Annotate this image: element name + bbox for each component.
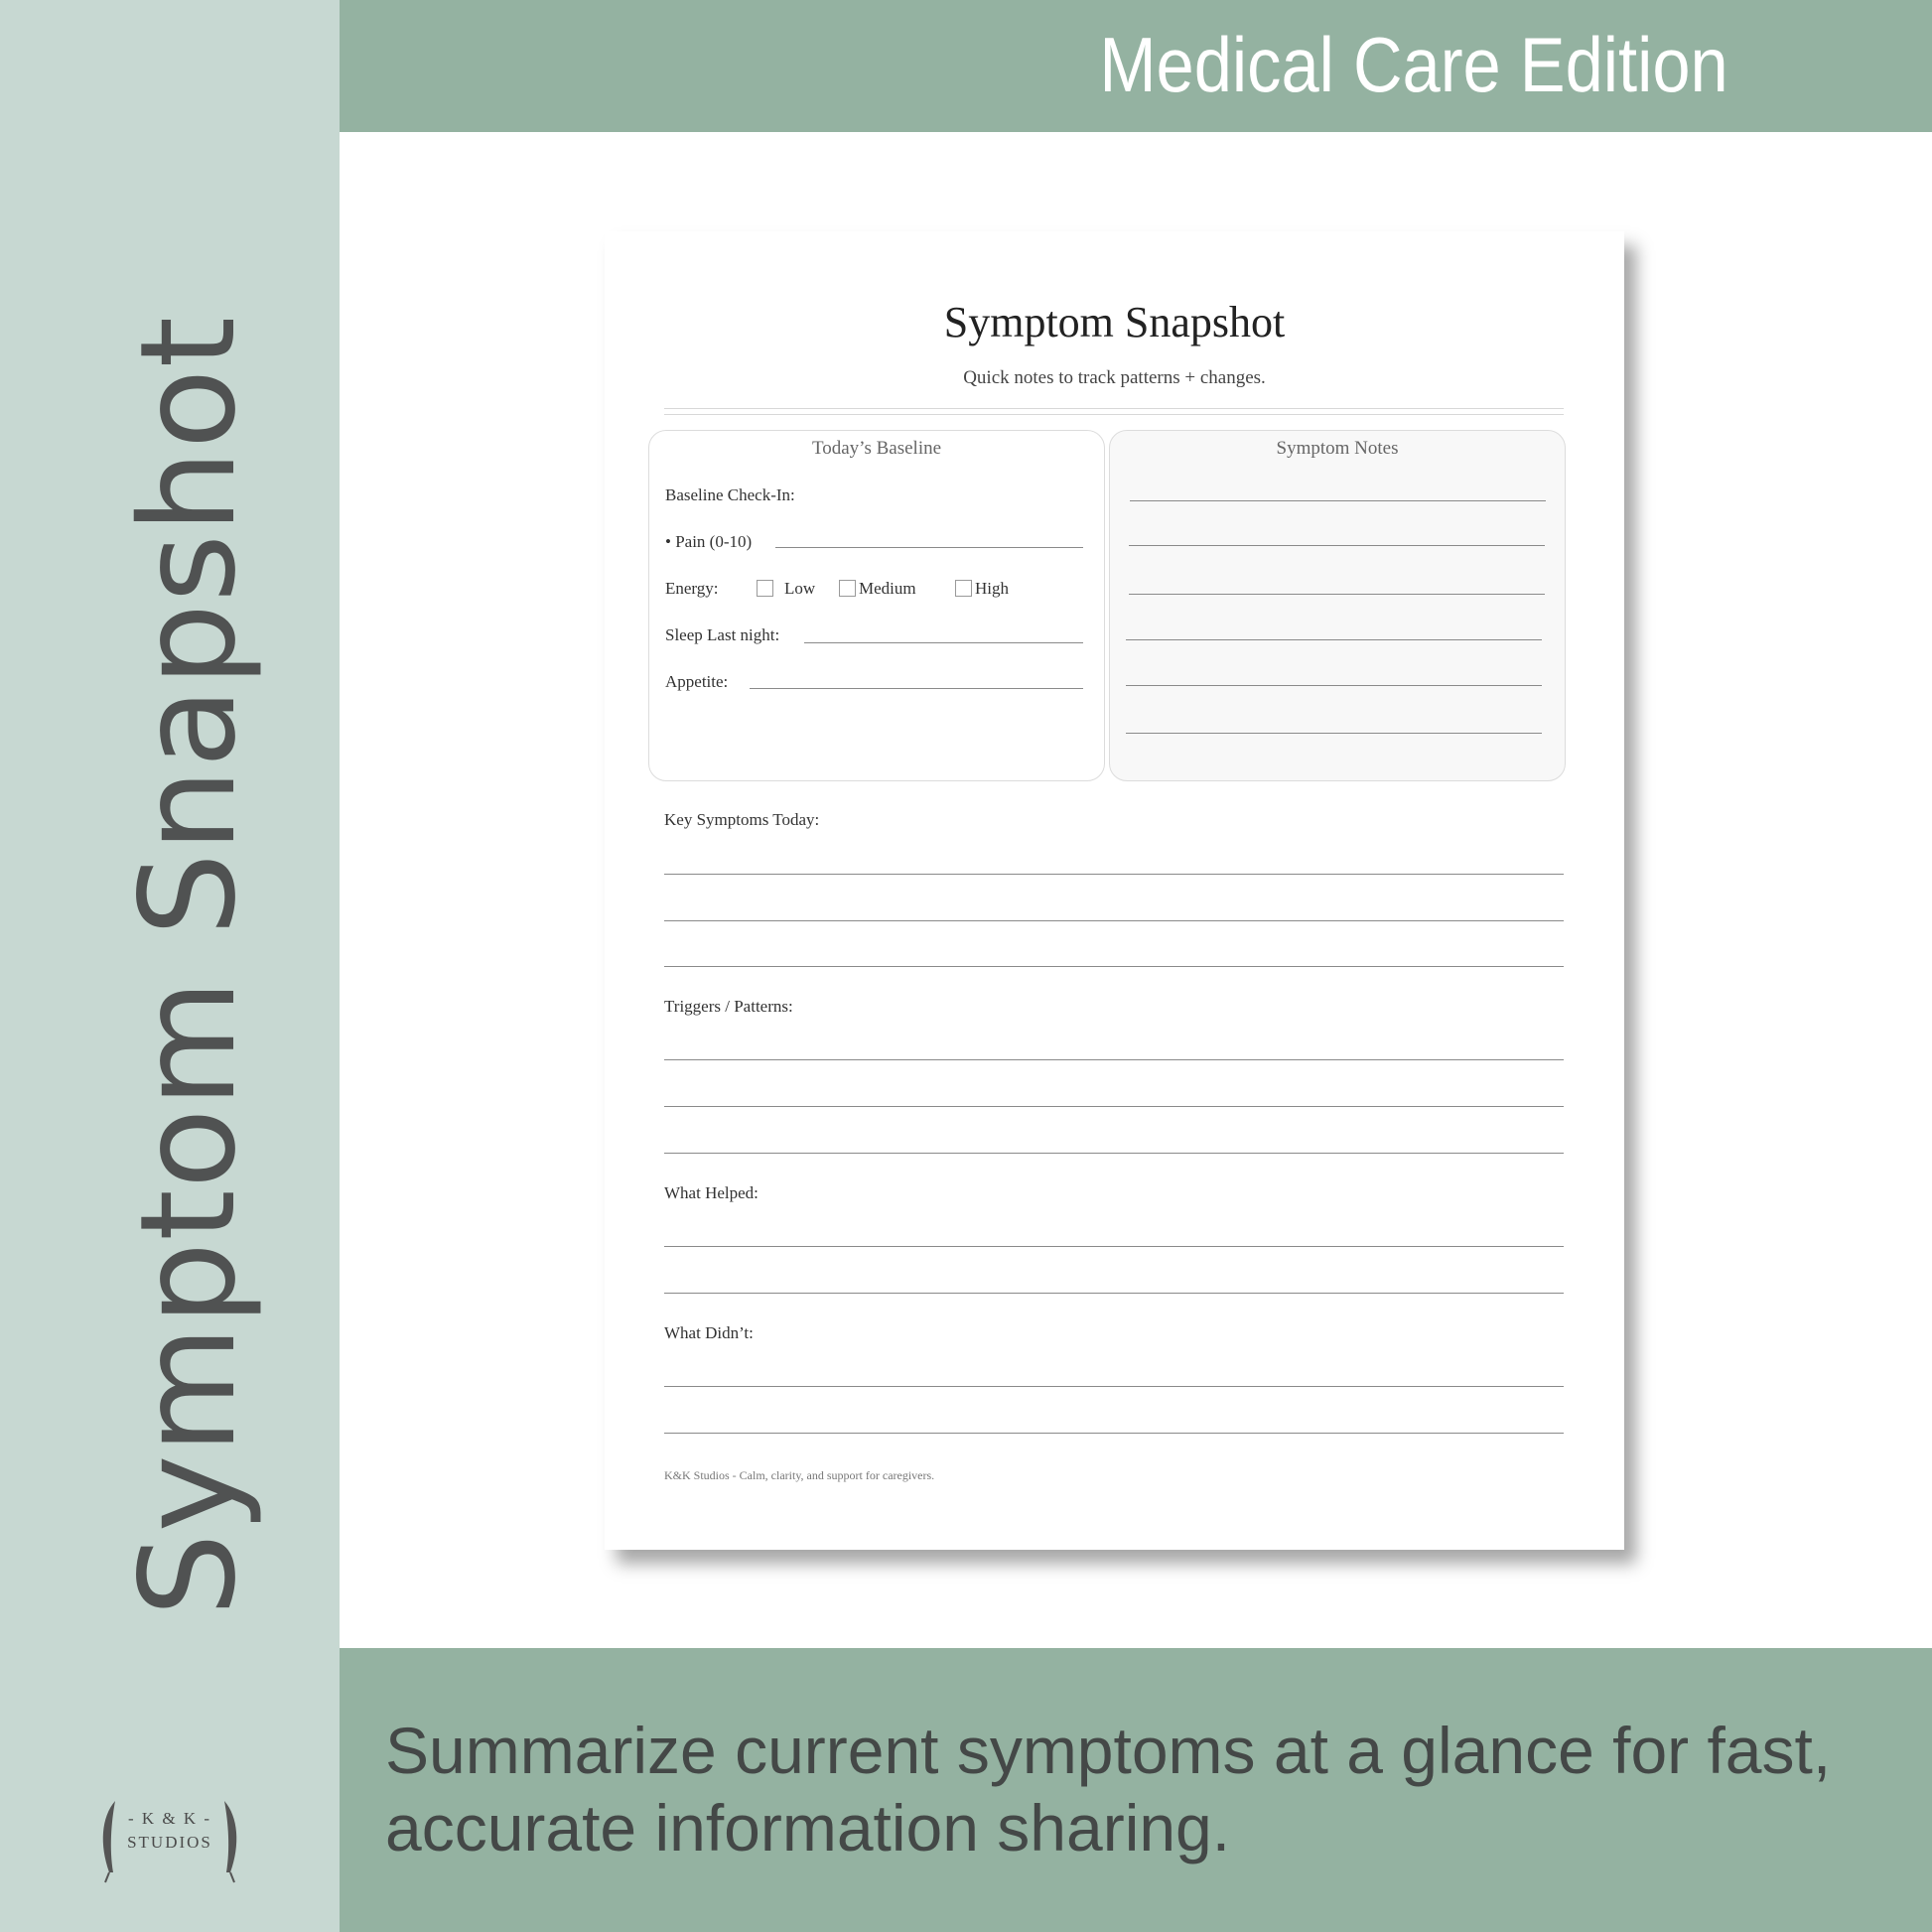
notes-line[interactable]: [1126, 685, 1542, 686]
kk-studios-logo: [97, 1799, 242, 1884]
notes-line[interactable]: [1129, 545, 1545, 546]
triggers-line[interactable]: [664, 1059, 1564, 1060]
energy-high-checkbox[interactable]: [955, 580, 972, 597]
sidebar-title: Symptom Snapshot: [112, 315, 265, 1617]
key-symptoms-label: Key Symptoms Today:: [664, 810, 820, 829]
what-didnt-line[interactable]: [664, 1386, 1564, 1387]
what-didnt-line[interactable]: [664, 1433, 1564, 1434]
worksheet-title: Symptom Snapshot: [943, 298, 1286, 346]
baseline-card-title: Today’s Baseline: [811, 438, 942, 459]
what-helped-label: What Helped:: [664, 1183, 759, 1202]
divider: [664, 408, 1564, 409]
key-symptoms-line[interactable]: [664, 966, 1564, 967]
sleep-field[interactable]: [804, 642, 1083, 643]
symptom-notes-card: [1109, 430, 1566, 781]
energy-medium-label: Medium: [859, 579, 916, 598]
triggers-line[interactable]: [664, 1106, 1564, 1107]
energy-high-label: High: [975, 579, 1009, 598]
notes-line[interactable]: [1126, 639, 1542, 640]
sleep-label: Sleep Last night:: [665, 625, 780, 644]
notes-line[interactable]: [1129, 594, 1545, 595]
what-helped-line[interactable]: [664, 1246, 1564, 1247]
sidebar: [0, 0, 340, 1932]
appetite-field[interactable]: [750, 688, 1083, 689]
symptom-notes-title: Symptom Notes: [1276, 438, 1399, 459]
worksheet-page: [605, 231, 1624, 1550]
divider: [664, 414, 1564, 415]
energy-medium-checkbox[interactable]: [839, 580, 856, 597]
worksheet-footer: K&K Studios - Calm, clarity, and support for caregivers.: [664, 1468, 935, 1482]
notes-line[interactable]: [1130, 500, 1546, 501]
pain-field[interactable]: [775, 547, 1083, 548]
tagline: Summarize current symptoms at a glance for fast, accurate information sharing.: [385, 1714, 1832, 1864]
triggers-line[interactable]: [664, 1153, 1564, 1154]
what-helped-line[interactable]: [664, 1293, 1564, 1294]
logo-line-1: - K & K -: [127, 1809, 212, 1828]
energy-label: Energy:: [665, 579, 719, 598]
key-symptoms-line[interactable]: [664, 874, 1564, 875]
appetite-label: Appetite:: [665, 672, 729, 691]
notes-line[interactable]: [1126, 733, 1542, 734]
edition-title: Medical Care Edition: [1099, 21, 1728, 108]
energy-low-label: Low: [784, 579, 816, 598]
baseline-card: [648, 430, 1105, 781]
triggers-label: Triggers / Patterns:: [664, 997, 793, 1016]
tagline-band: [340, 1648, 1932, 1932]
key-symptoms-line[interactable]: [664, 920, 1564, 921]
pain-label: • Pain (0-10): [665, 532, 753, 551]
header-band: [340, 0, 1932, 132]
baseline-checkin-label: Baseline Check-In:: [665, 485, 795, 504]
logo-line-2: STUDIOS: [127, 1833, 212, 1852]
worksheet-subtitle: Quick notes to track patterns + changes.: [963, 367, 1266, 388]
energy-low-checkbox[interactable]: [757, 580, 773, 597]
what-didnt-label: What Didn’t:: [664, 1323, 754, 1342]
